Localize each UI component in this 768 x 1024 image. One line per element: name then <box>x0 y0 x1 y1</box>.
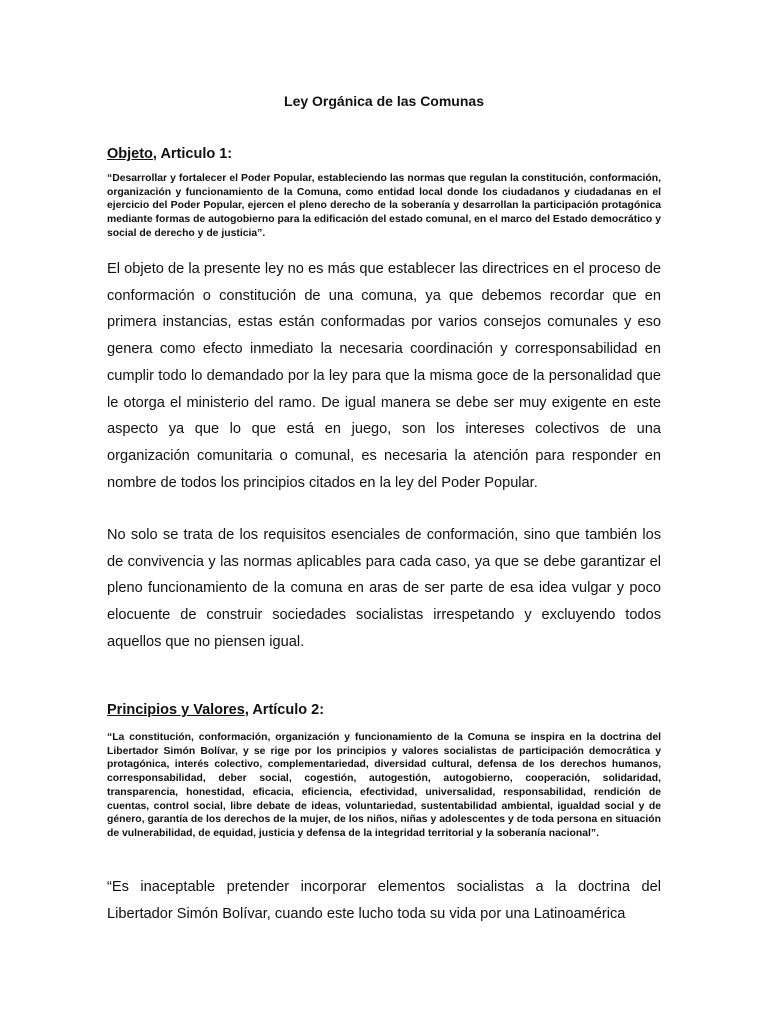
article-1-heading <box>107 144 667 164</box>
article-1-paragraph-1: El objeto de la presente ley no es más que establecer las directrices en el proceso de conformación o constitución de una comuna, ya que debemos recordar que en primera instancias, estas están conformadas por varios consejos comunales y eso genera como efecto inmediato la necesaria coordinación y corresponsabilidad en cumplir todo lo demandado por la ley para que la misma goce de la personalidad que le otorga el ministerio del ramo. De igual manera se debe ser muy exigente en este aspecto ya que lo que está en juego, son los intereses colectivos de una organización comunitaria o comunal, es necesaria la atención para responder en nombre de todos los principios citados en la ley del Poder Popular. <box>107 261 661 491</box>
article-1-paragraph-2: No solo se trata de los requisitos esenciales de conformación, sino que también los de convivencia y las normas aplicables para cada caso, ya que se debe garantizar el pleno funcionamiento de la comuna en aras de ser parte de esa idea vulgar y poco elocuente de construir sociedades socialistas irrespetando y excluyendo todos aquellos que no piensen igual. <box>107 527 661 650</box>
article-2-heading-rest: Artículo 2: <box>248 702 325 718</box>
article-2-quote: “La constitución, conformación, organización y funcionamiento de la Comuna se inspira en la doctrina del Libertador Simón Bolívar, y se rige por los principios y valores socialistas de participación democrática y protagónica, interés colectivo, complementariedad, diversidad cultural, defensa de los derechos humanos, corresponsabilidad, deber social, cogestión, autogestión, autogobierno, cooperación, solidaridad, transparencia, honestidad, eficacia, eficiencia, efectividad, universalidad, responsabilidad, rendición de cuentas, control social, libre debate de ideas, voluntariedad, sustentabilidad ambiental, igualdad social y de género, garantía de los derechos de la mujer, de los niños, niñas y adolescentes y de toda persona en situación de vulnerabilidad, de equidad, justicia y defensa de la integridad territorial y la soberanía nacional”. <box>107 732 661 839</box>
document-title: Ley Orgánica de las Comunas <box>284 93 484 109</box>
article-2-heading <box>107 700 667 720</box>
article-1-heading-underlined: Objeto <box>107 146 153 162</box>
article-2-paragraph-1: “Es inaceptable pretender incorporar elementos socialistas a la doctrina del Libertador Simón Bolívar, cuando este lucho toda su vida por una Latinoamérica <box>107 879 661 922</box>
article-1-heading-rest: , Articulo 1: <box>152 146 233 162</box>
article-1-quote: “Desarrollar y fortalecer el Poder Popular, estableciendo las normas que regulan la constitución, conformación, organización y funcionamiento de la Comuna, como entidad local donde los ciudadanos y ciudadanas en el ejercicio del Poder Popular, ejercen el pleno derecho de la soberanía y desarrollan la participación protagónica mediante formas de autogobierno para la edificación del estado comunal, en el marco del Estado democrático y social de derecho y de justicia”. <box>107 173 661 239</box>
article-2-heading-underlined: Principios y Valores, <box>107 702 249 718</box>
